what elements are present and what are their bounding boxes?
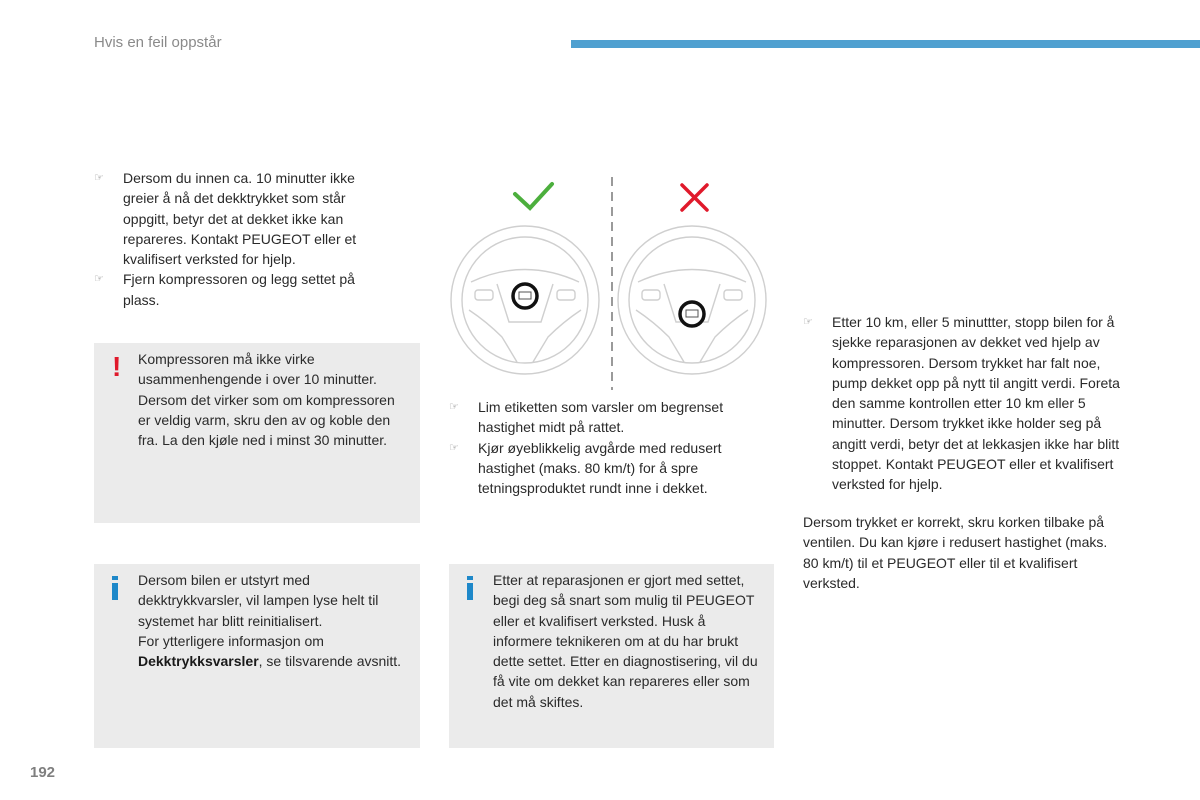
list-item — [94, 168, 394, 269]
list-item-text: Dersom du innen ca. 10 minutter ikke greier å nå det dekktrykket som står oppgitt, betyr det at dekket ikke kan repareres. Kontakt PEUGEOT eller et kvalifisert verksted for hjelp. — [123, 170, 357, 268]
info-text-part: For ytterligere informasjon om — [138, 632, 324, 649]
list-item-text: Fjern kompressoren og legg settet på plass. — [123, 271, 355, 308]
pointing-hand-icon: ☞ — [94, 172, 104, 184]
list-item — [803, 312, 1133, 495]
info-icon — [112, 576, 118, 598]
steering-wheel-illustration — [447, 172, 777, 394]
info-icon — [467, 576, 473, 598]
section-title: Hvis en feil oppstår — [94, 34, 222, 51]
info-box — [449, 564, 774, 748]
list-item-text: Kjør øyeblikkelig avgårde med redusert hastighet (maks. 80 km/t) for å spre tetningsproduktet rundt inne i dekket. — [478, 439, 722, 497]
column1-bullet-list — [94, 168, 394, 310]
pointing-hand-icon: ☞ — [449, 441, 459, 454]
list-item-text: Etter 10 km, eller 5 minuttter, stopp bilen for å sjekke reparasjonen av dekket ved hjelp av kompressoren. Dersom trykket har falt noe, pump dekket opp på nytt til angitt verdi. Foreta den samme kontrollen etter 10 km eller 5 minutter. Dersom trykket ikke holder seg på angitt verdi, betyr det at lekkasjen ikke har blitt stoppet. Kontakt PEUGEOT eller et kvalifisert verksted for hjelp. — [832, 314, 1120, 493]
column3-bullet-list — [803, 312, 1133, 495]
info-box — [94, 564, 420, 748]
bold-term: Dekktrykksvarsler — [138, 653, 259, 670]
pointing-hand-icon: ☞ — [94, 273, 104, 286]
info-text-part: Dersom bilen er utstyrt med dekktrykkvarsler, vil lampen lyse helt til systemet har blitt reinitialisert. — [138, 572, 379, 629]
info-text-part: , se tilsvarende avsnitt. — [258, 653, 402, 670]
exclamation-icon: ! — [112, 351, 122, 382]
column2-bullet-list — [449, 397, 769, 498]
header-accent-bar — [571, 40, 1200, 48]
info-text: Etter at reparasjonen er gjort med settet, begi deg så snart som mulig til PEUGEOT eller et kvalifisert verksted. Husk å informere teknikeren om at du har brukt dette settet. Etter en diagnostisering, vil du få vite om dekket kan repareres eller som det må skiftes. — [493, 572, 758, 710]
list-item-text: Lim etiketten som varsler om begrenset hastighet midt på rattet. — [478, 399, 724, 436]
warning-text: Kompressoren må ikke virke usammenhengende i over 10 minutter. Dersom det virker som om kompressoren er veldig varm, skru den av og koble den fra. La den kjøle ned i minst 30 minutter. — [138, 351, 395, 449]
list-item — [94, 269, 394, 310]
column3-paragraph: Dersom trykket er korrekt, skru korken tilbake på ventilen. Du kan kjøre i redusert hastighet (maks. 80 km/t) til et PEUGEOT eller til et kvalifisert verksted. — [803, 514, 1108, 591]
pointing-hand-icon: ☞ — [803, 316, 813, 328]
list-item — [449, 438, 769, 499]
steering-wheel-right — [618, 226, 766, 374]
cross-icon — [682, 185, 707, 210]
checkmark-icon — [515, 184, 552, 208]
label-sticker-correct — [513, 284, 537, 308]
label-sticker-incorrect — [680, 302, 704, 326]
page-number: 192 — [30, 764, 56, 781]
list-item — [449, 397, 769, 438]
warning-box — [94, 343, 420, 523]
pointing-hand-icon: ☞ — [449, 401, 459, 413]
info-text — [138, 570, 410, 671]
